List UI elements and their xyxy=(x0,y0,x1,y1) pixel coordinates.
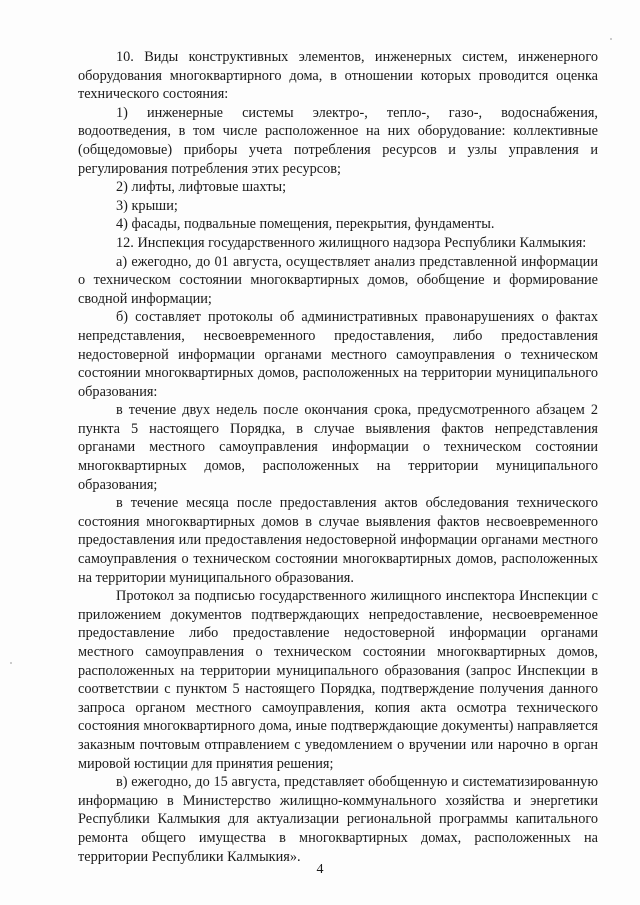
paragraph-item-1: 1) инженерные системы электро-, тепло-, газо-, водоснабжения, водоотведения, в том числе расположенное на них оборудование: коллективные (общедомовые) приборы учета потребления ресурсов и узлы управления и регулирования потребления этих ресурсов; xyxy=(78,104,598,177)
paragraph-protocol: Протокол за подписью государственного жилищного инспектора Инспекции с приложением документов подтверждающих непредоставление, несвоевременное предоставление либо предоставление недостоверной информации органами местного самоуправления о техническом состоянии многоквартирных домов, расположенных на территории муниципального образования (запрос Инспекции в соответствии с пунктом 5 настоящего Порядка, подтверждение получения данного запроса органом местного самоуправления, копия акта осмотра технического состояния многоквартирного дома, иные подтверждающие документы) направляется заказным почтовым отправлением с уведомлением о вручении или нарочно в орган мировой юстиции для принятия решения; xyxy=(78,588,598,772)
paragraph-10-title: 10. Виды конструктивных элементов, инженерных систем, инженерного оборудования многоквартирного дома, в отношении которых проводится оценка технического состояния: xyxy=(78,49,598,103)
page-number: 4 xyxy=(316,862,324,877)
paragraph-12-title: 12. Инспекция государственного жилищного надзора Республики Калмыкия: xyxy=(116,234,587,251)
paragraph-item-4: 4) фасады, подвальные помещения, перекрытия, фундаменты. xyxy=(116,216,495,233)
paragraph-two-weeks: в течение двух недель после окончания срока, предусмотренного абзацем 2 пункта 5 настоящего Порядка, в случае выявления фактов непредставления органами местного самоуправления информации о техническом состоянии многоквартирных домов, расположенных на территории муниципального образования; xyxy=(78,402,598,493)
document-body xyxy=(78,48,598,866)
paragraph-one-month: в течение месяца после предоставления актов обследования технического состояния многоквартирных домов в случае выявления фактов несвоевременного предоставления или предоставления недостоверной информации органами местного самоуправления о техническом состоянии многоквартирных домов, расположенных на территории муниципального образования. xyxy=(78,495,598,586)
paragraph-item-a: а) ежегодно, до 01 августа, осуществляет анализ представленной информации о техническом состоянии многоквартирных домов, обобщение и формирование сводной информации; xyxy=(78,253,598,307)
scan-speck xyxy=(610,38,612,40)
paragraph-item-v: в) ежегодно, до 15 августа, представляет обобщенную и систематизированную информацию в Министерство жилищно-коммунального хозяйства и энергетики Республики Калмыкия для актуализации региональной программы капитального ремонта общего имущества в многоквартирных домах, расположенных на территории Республики Калмыкия». xyxy=(78,774,598,865)
scan-speck xyxy=(10,662,12,664)
paragraph-item-2: 2) лифты, лифтовые шахты; xyxy=(116,179,287,196)
paragraph-item-3: 3) крыши; xyxy=(116,197,178,214)
paragraph-item-b: б) составляет протоколы об административных правонарушениях о фактах непредставления, несвоевременного предоставления, либо предоставления недостоверной информации органами местного самоуправления о техническом состоянии многоквартирных домов, расположенных на территории муниципального образования: xyxy=(78,309,598,400)
